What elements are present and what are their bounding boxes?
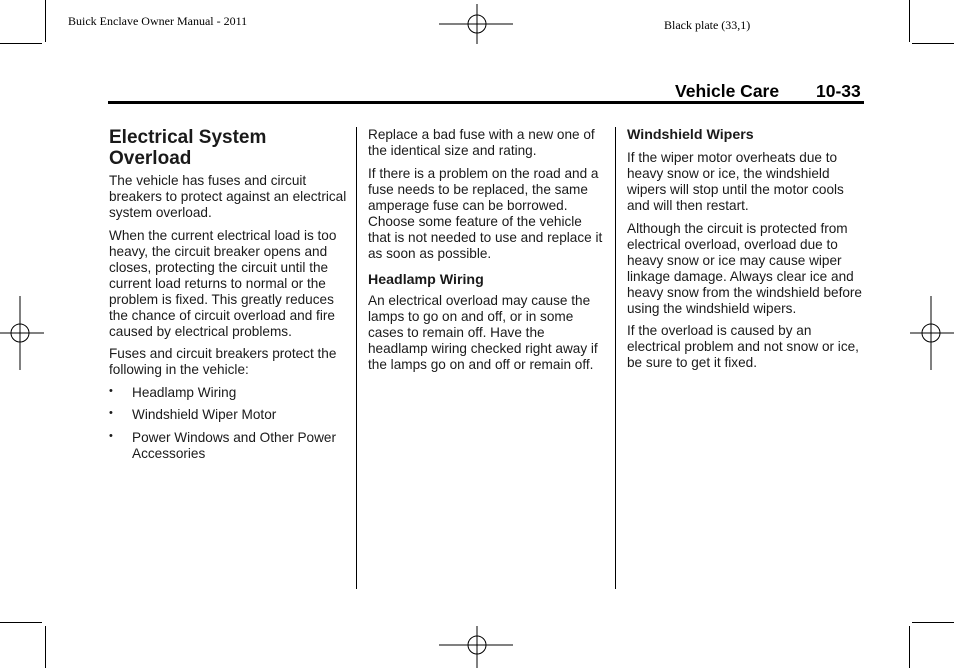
crop-mark (0, 43, 42, 44)
paragraph: When the current electrical load is too heavy, the circuit breaker opens and closes, protecting the circuit until the current load returns to normal or the problem is fixed. This greatly reduces the chance of circuit overload and fire caused by electrical problems. (109, 227, 337, 339)
subheading: Headlamp Wiring (368, 271, 484, 288)
crop-mark (0, 622, 42, 623)
paragraph: If the wiper motor overheats due to heavy snow or ice, the windshield wipers will stop until the motor cools and will then restart. (627, 150, 844, 213)
paragraph: Fuses and circuit breakers protect the following in the vehicle: (109, 346, 337, 377)
header-rule (108, 101, 864, 104)
column-divider (356, 127, 357, 589)
registration-mark-icon (439, 4, 515, 44)
crop-mark (909, 0, 910, 42)
crop-mark (909, 626, 910, 668)
paragraph: An electrical overload may cause the lamps to go on and off, or in some cases to remain off. Have the headlamp wiring checked right away if the lamps go on and off or remain off. (368, 292, 598, 372)
list-item-label: Headlamp Wiring (132, 384, 237, 400)
paragraph: If there is a problem on the road and a fuse needs to be replaced, the same amperage fuse can be borrowed. Choose some feature of the vehicle that is not needed to use and replace it as soon as possible. (368, 165, 603, 261)
paragraph: Replace a bad fuse with a new one of the identical size and rating. (368, 127, 595, 158)
registration-mark-icon (0, 296, 44, 370)
paragraph: Although the circuit is protected from electrical overload, overload due to heavy snow or ice may cause wiper linkage damage. Always clear ice and heavy snow from the windshield before using the windshield wipers. (627, 220, 862, 316)
list-item-label: Windshield Wiper Motor (132, 407, 277, 422)
crop-mark (45, 626, 46, 668)
paragraph: The vehicle has fuses and circuit breakers to protect against an electrical system overload. (109, 173, 347, 220)
column-2 (368, 127, 606, 379)
section-header: Vehicle Care (675, 81, 780, 101)
bullet-icon: • (109, 429, 113, 442)
paragraph: If the overload is caused by an electrical problem and not snow or ice, be sure to get it fixed. (627, 323, 859, 370)
column-divider (615, 127, 616, 589)
slug-left: Buick Enclave Owner Manual - 2011 (68, 14, 248, 28)
list-item-label: Power Windows and Other Power Accessories (132, 429, 336, 461)
crop-mark (45, 0, 46, 42)
crop-mark (912, 43, 954, 44)
list-item (109, 430, 349, 462)
bullet-list (109, 385, 349, 462)
column-3 (627, 127, 865, 378)
subheading: Windshield Wipers (627, 127, 754, 143)
list-item (109, 407, 349, 423)
bullet-icon: • (109, 384, 113, 397)
bullet-icon: • (109, 407, 113, 419)
list-item (109, 385, 349, 401)
page-number: 10-33 (816, 81, 861, 101)
registration-mark-icon (439, 626, 515, 668)
section-title: Electrical System Overload (109, 127, 267, 169)
slug-right: Black plate (33,1) (664, 18, 751, 32)
column-1 (109, 127, 349, 468)
crop-mark (912, 622, 954, 623)
registration-mark-icon (910, 296, 954, 370)
